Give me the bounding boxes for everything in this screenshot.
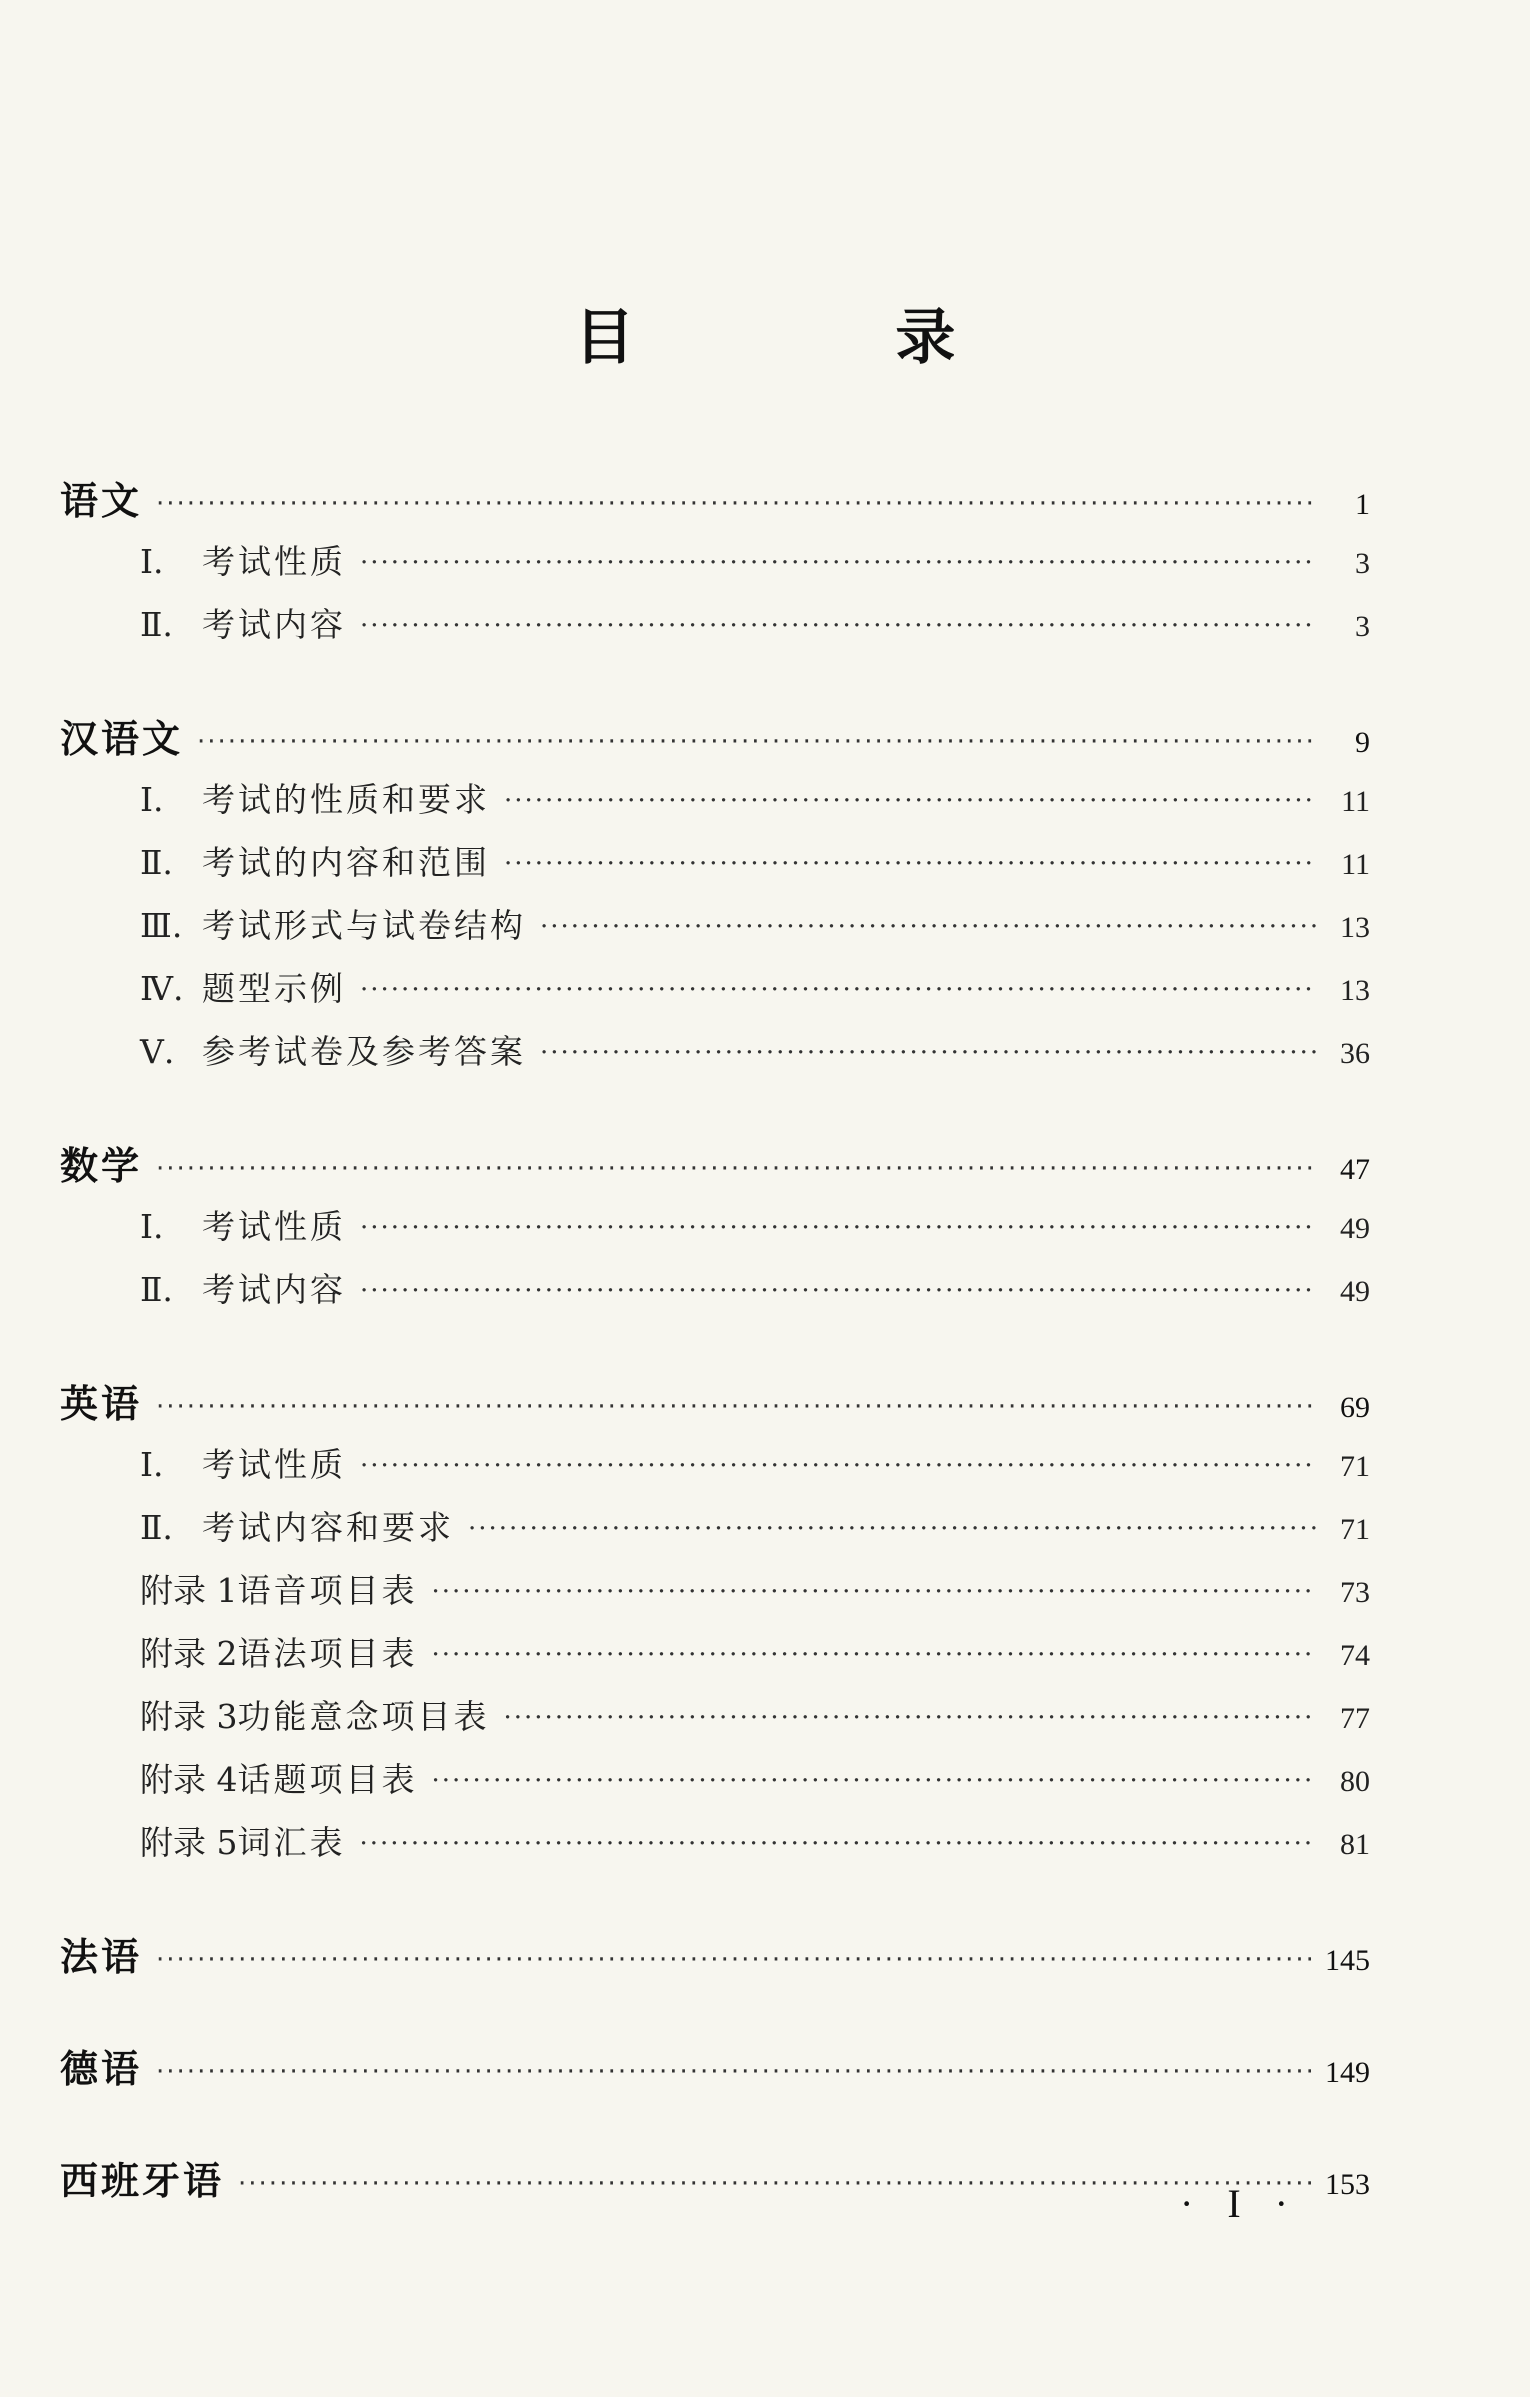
toc-entry-page: 81 [1340,1828,1370,1861]
leader-dots [156,1154,1316,1184]
toc-entry-sub[interactable] [60,774,1370,837]
toc-entry-label: 题型示例 [202,969,346,1008]
toc-entry-number: Ⅳ. [140,969,184,1008]
leader-dots [504,849,1316,879]
toc-entry-page: 71 [1340,1513,1370,1546]
toc-entry-number: Ⅰ. [140,780,164,819]
leader-dots [432,1766,1317,1796]
toc-entry-label: 考试的内容和范围 [202,843,490,882]
toc-entry-number: Ⅰ. [140,542,164,581]
toc-entry-main[interactable] [60,708,1370,774]
toc-entry-sub[interactable] [60,900,1370,963]
leader-dots [360,1451,1316,1481]
toc-entry-main[interactable] [60,1373,1370,1439]
toc-entry-main[interactable] [60,470,1370,536]
toc-entry-page: 145 [1325,1944,1370,1977]
toc-entry-page: 13 [1340,974,1370,1007]
toc-entry-label: 英语 [60,1382,143,1426]
toc-entry-label: 考试内容 [202,1270,346,1309]
leader-dots [360,1829,1317,1859]
toc-entry-sub[interactable] [60,599,1370,662]
leader-dots [504,1703,1317,1733]
toc-entry-sub[interactable] [60,837,1370,900]
toc-entry-label: 语音项目表 [237,1571,418,1610]
toc-entry-label: 参考试卷及参考答案 [202,1032,526,1071]
toc-entry-page: 71 [1340,1450,1370,1483]
leader-dots [540,1038,1316,1068]
toc-entry-page: 47 [1340,1153,1370,1186]
toc-entry-number: Ⅰ. [140,1207,164,1246]
leader-dots [432,1577,1317,1607]
table-of-contents [60,470,1370,2262]
leader-dots [238,2169,1311,2199]
toc-entry-number: 附录 1 [140,1571,238,1610]
toc-entry-sub[interactable] [60,1026,1370,1089]
toc-entry-label: 功能意念项目表 [237,1697,490,1736]
toc-section [60,1135,1370,1327]
toc-entry-sub[interactable] [60,963,1370,1026]
toc-entry-main[interactable] [60,2150,1370,2216]
toc-entry-number: Ⅲ. [140,906,183,945]
leader-dots [360,1276,1316,1306]
toc-entry-label: 西班牙语 [60,2159,225,2203]
toc-entry-number: 附录 4 [140,1760,238,1799]
toc-entry-label: 语法项目表 [237,1634,418,1673]
toc-entry-sub[interactable] [60,1754,1370,1817]
toc-entry-sub[interactable] [60,536,1370,599]
toc-entry-main[interactable] [60,2038,1370,2104]
toc-entry-label: 话题项目表 [237,1760,418,1799]
toc-entry-label: 汉语文 [60,717,184,761]
leader-dots [360,1213,1316,1243]
toc-entry-page: 1 [1355,488,1370,521]
toc-entry-page: 73 [1340,1576,1370,1609]
toc-section [60,2150,1370,2216]
toc-entry-number: 附录 3 [140,1697,238,1736]
toc-section [60,1373,1370,1880]
toc-entry-page: 11 [1341,848,1370,881]
toc-entry-label: 考试内容和要求 [202,1508,454,1547]
toc-entry-number: Ⅱ. [140,605,173,644]
toc-entry-label: 数学 [60,1144,143,1188]
leader-dots [360,975,1316,1005]
toc-entry-sub[interactable] [60,1201,1370,1264]
toc-entry-label: 德语 [60,2047,143,2091]
toc-entry-page: 36 [1340,1037,1370,1070]
toc-entry-label: 考试内容 [202,605,346,644]
toc-entry-sub[interactable] [60,1502,1370,1565]
toc-entry-label: 考试性质 [202,542,346,581]
leader-dots [360,548,1316,578]
toc-entry-sub[interactable] [60,1628,1370,1691]
toc-entry-sub[interactable] [60,1439,1370,1502]
toc-entry-number: Ⅱ. [140,1508,173,1547]
toc-entry-label: 考试性质 [202,1207,346,1246]
toc-entry-sub[interactable] [60,1264,1370,1327]
page-title: 目 录 [574,303,1076,373]
toc-entry-page: 13 [1340,911,1370,944]
leader-dots [156,1945,1311,1975]
leader-dots [156,489,1316,519]
toc-entry-page: 153 [1325,2168,1370,2201]
toc-entry-page: 49 [1340,1212,1370,1245]
page-number-footer: · I · [1180,2181,1300,2226]
toc-entry-sub[interactable] [60,1691,1370,1754]
toc-entry-number: Ⅱ. [140,843,173,882]
toc-entry-sub[interactable] [60,1565,1370,1628]
leader-dots [540,912,1316,942]
toc-entry-page: 11 [1341,785,1370,818]
toc-entry-page: 77 [1340,1702,1370,1735]
toc-entry-main[interactable] [60,1926,1370,1992]
toc-entry-label: 考试形式与试卷结构 [202,906,526,945]
toc-entry-page: 3 [1355,610,1370,643]
leader-dots [468,1514,1316,1544]
toc-entry-number: 附录 5 [140,1823,238,1862]
toc-section [60,470,1370,662]
toc-entry-label: 语文 [60,479,143,523]
leader-dots [360,611,1316,641]
toc-entry-page: 49 [1340,1275,1370,1308]
toc-entry-page: 80 [1340,1765,1370,1798]
toc-entry-label: 法语 [60,1935,143,1979]
toc-entry-page: 74 [1340,1639,1370,1672]
toc-entry-page: 9 [1355,726,1370,759]
leader-dots [504,786,1316,816]
toc-entry-page: 149 [1325,2056,1370,2089]
leader-dots [432,1640,1317,1670]
toc-entry-sub[interactable] [60,1817,1370,1880]
toc-entry-page: 3 [1355,547,1370,580]
toc-entry-page: 69 [1340,1391,1370,1424]
toc-section [60,1926,1370,1992]
toc-entry-main[interactable] [60,1135,1370,1201]
toc-entry-number: Ⅰ. [140,1445,164,1484]
toc-entry-label: 考试性质 [202,1445,346,1484]
toc-entry-number: Ⅴ. [140,1032,175,1071]
toc-section [60,708,1370,1089]
leader-dots [156,1392,1316,1422]
leader-dots [156,2057,1311,2087]
toc-entry-number: 附录 2 [140,1634,238,1673]
toc-entry-label: 考试的性质和要求 [202,780,490,819]
toc-section [60,2038,1370,2104]
toc-entry-label: 词汇表 [237,1823,346,1862]
leader-dots [197,727,1316,757]
toc-entry-number: Ⅱ. [140,1270,173,1309]
